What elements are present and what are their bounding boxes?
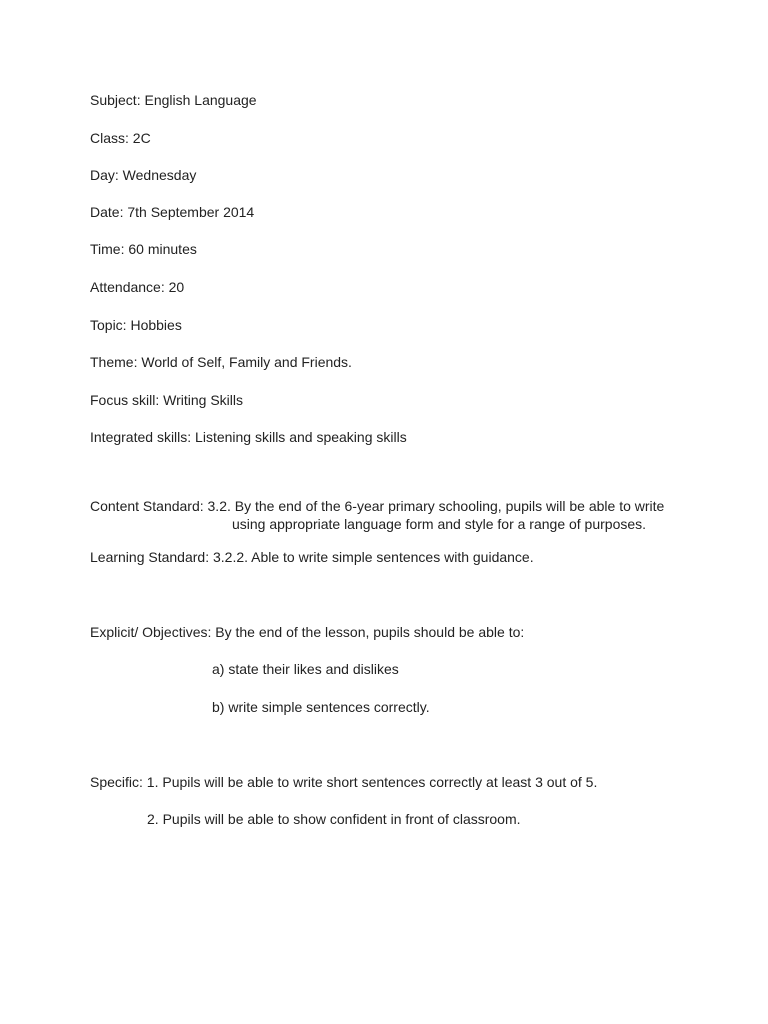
theme-line: Theme: World of Self, Family and Friends. — [90, 354, 352, 370]
time-line: Time: 60 minutes — [90, 241, 197, 257]
specific-objective-1: Specific: 1. Pupils will be able to write short sentences correctly at least 3 out of 5. — [90, 774, 598, 790]
attendance-line: Attendance: 20 — [90, 279, 185, 295]
focus-skill-line: Focus skill: Writing Skills — [90, 392, 243, 408]
integrated-skills-line: Integrated skills: Listening skills and speaking skills — [90, 429, 407, 445]
date-line: Date: 7th September 2014 — [90, 204, 255, 220]
topic-line: Topic: Hobbies — [90, 317, 182, 333]
content-standard-continuation: using appropriate language form and style for a range of purposes. — [232, 516, 647, 532]
day-line: Day: Wednesday — [90, 167, 197, 183]
objective-item-a: a) state their likes and dislikes — [212, 661, 399, 677]
class-line: Class: 2C — [90, 130, 151, 146]
specific-objective-2: 2. Pupils will be able to show confident in front of classroom. — [147, 811, 521, 827]
learning-standard-line: Learning Standard: 3.2.2. Able to write simple sentences with guidance. — [90, 549, 534, 565]
subject-line: Subject: English Language — [90, 92, 257, 108]
objective-item-b: b) write simple sentences correctly. — [212, 699, 430, 715]
content-standard-line: Content Standard: 3.2. By the end of the 6-year primary schooling, pupils will be able to write — [90, 498, 665, 514]
explicit-objectives-line: Explicit/ Objectives: By the end of the lesson, pupils should be able to: — [90, 624, 525, 640]
